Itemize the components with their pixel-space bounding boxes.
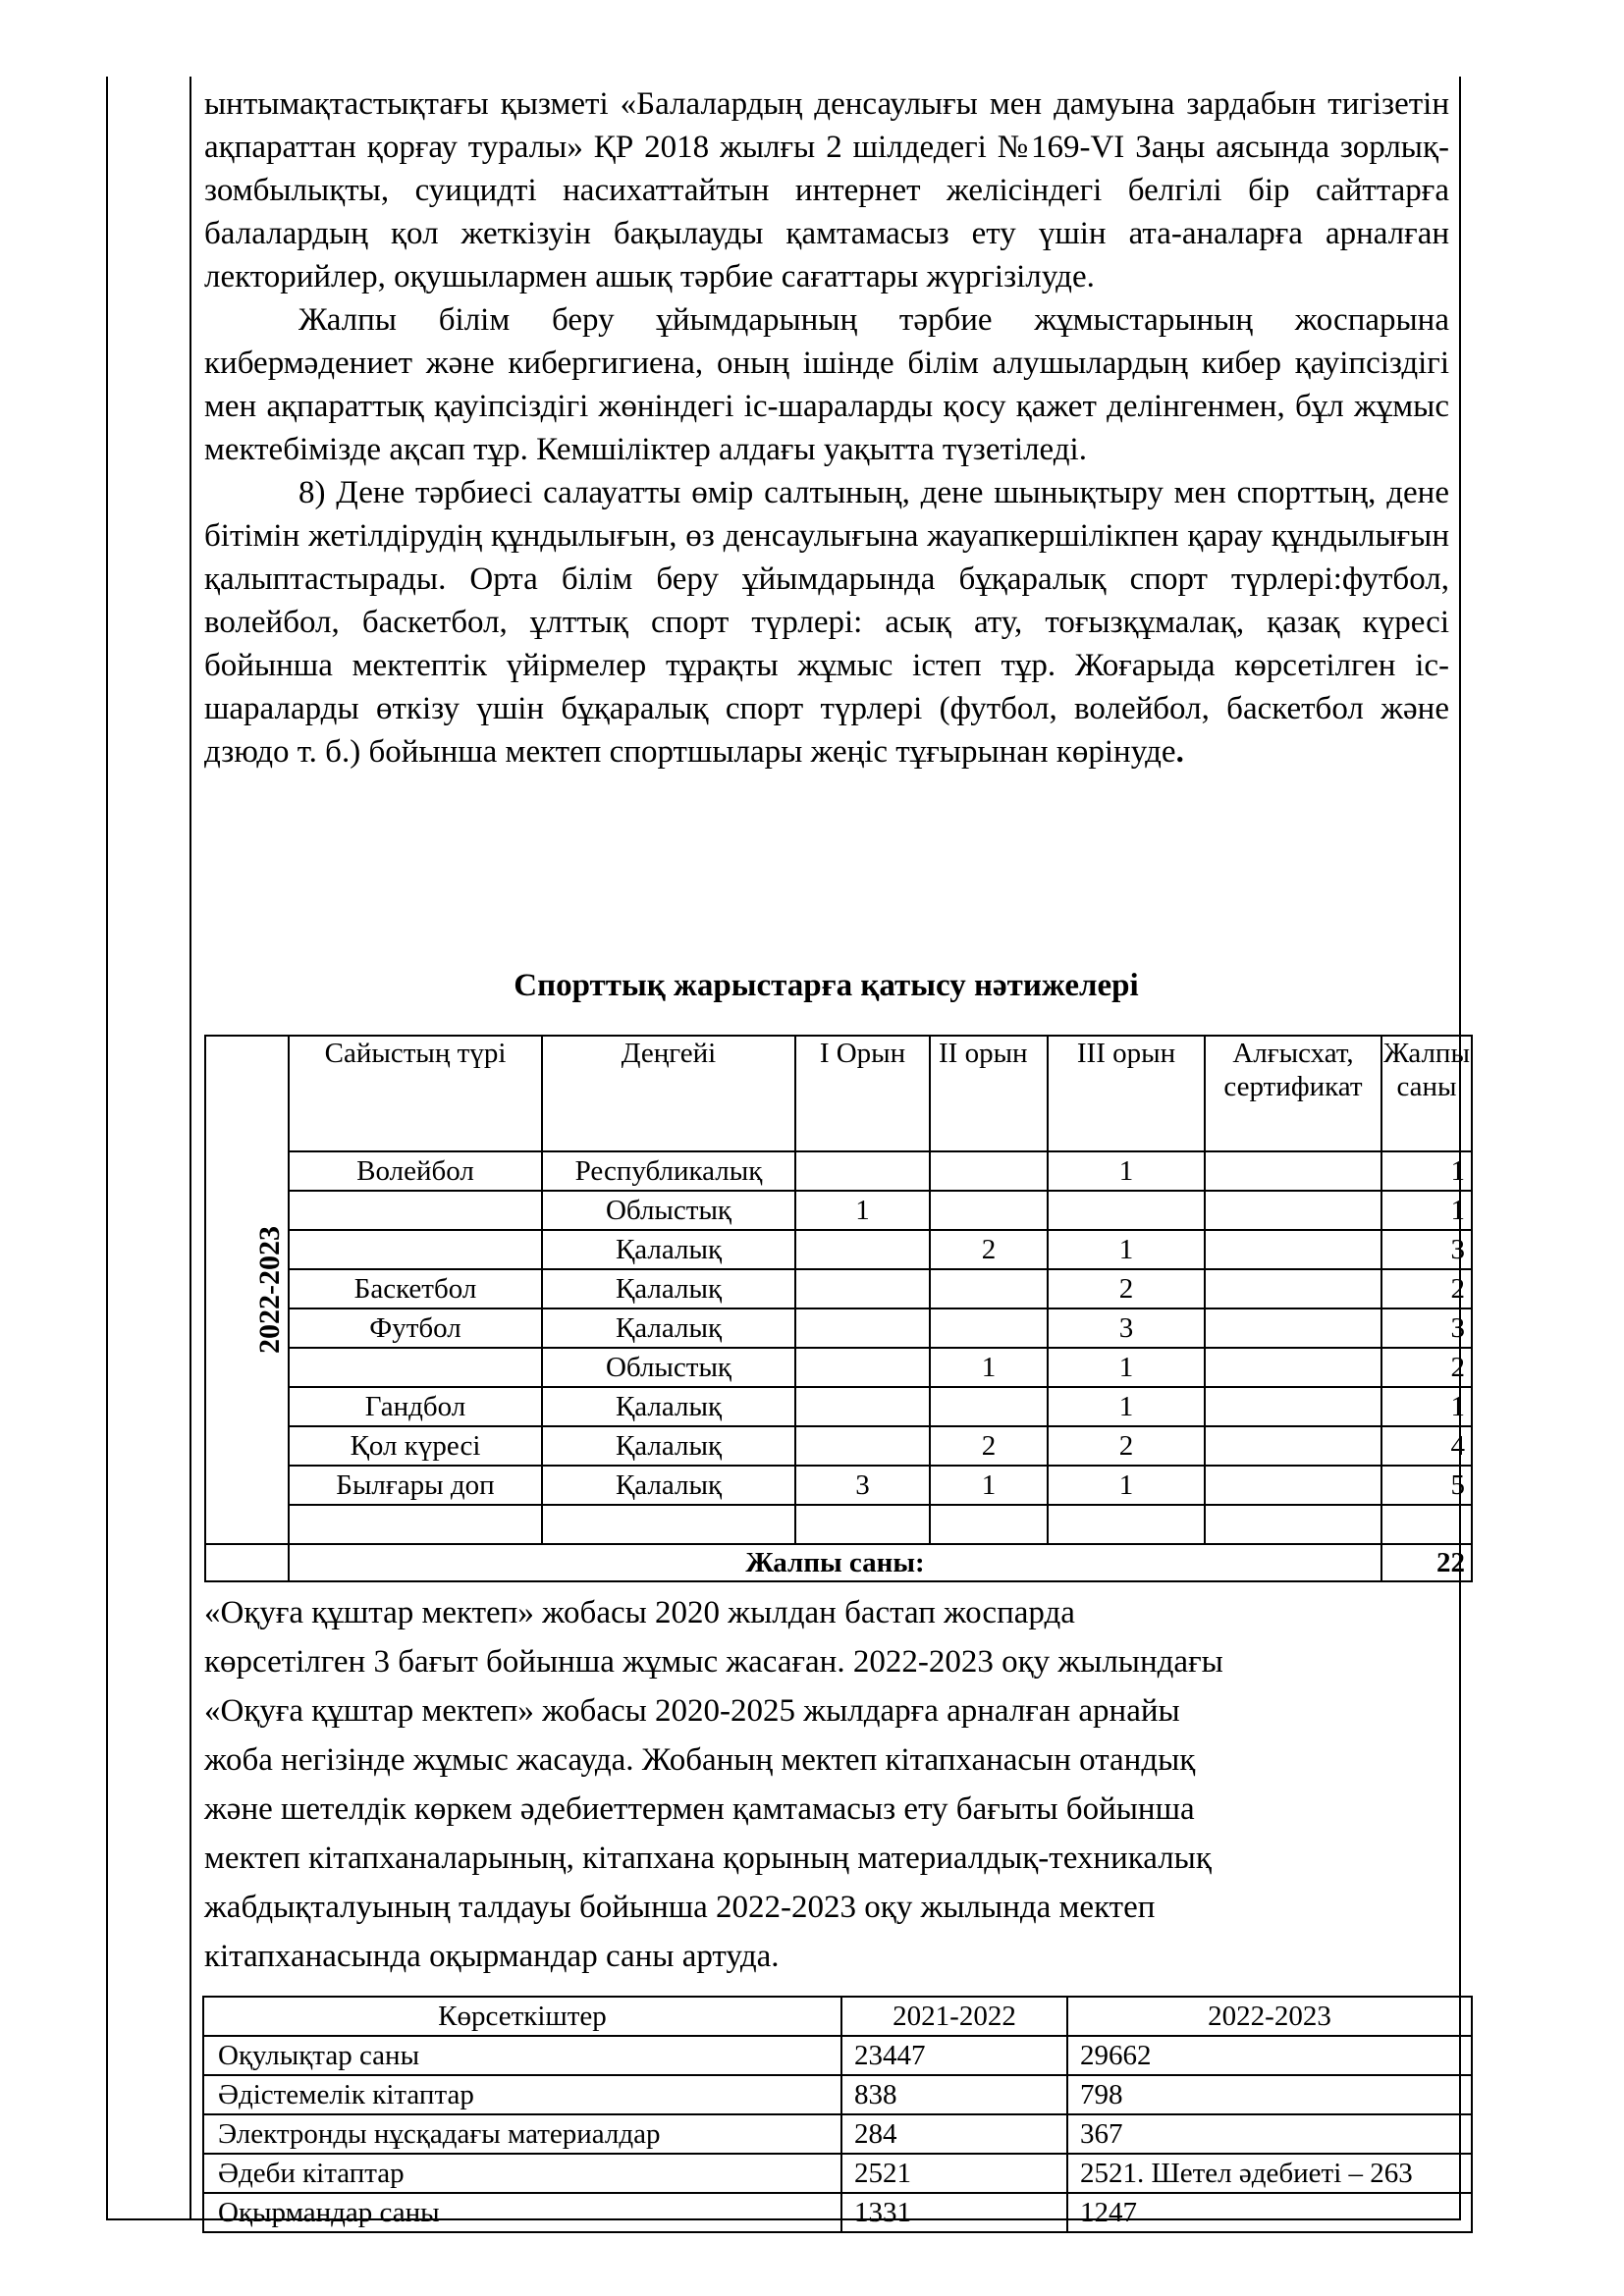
table-cell: 1 bbox=[930, 1466, 1048, 1505]
text-line: кітапханасында оқырмандар саны артуда. bbox=[204, 1939, 780, 1974]
table-cell bbox=[289, 1505, 542, 1544]
table-cell bbox=[289, 1191, 542, 1230]
table-cell: Қол күресі bbox=[289, 1426, 542, 1466]
table-cell bbox=[205, 1544, 289, 1581]
table-cell: 2 bbox=[1381, 1348, 1472, 1387]
table-cell: 284 bbox=[841, 2114, 1067, 2154]
table-cell bbox=[1205, 1426, 1381, 1466]
table-cell bbox=[1205, 1230, 1381, 1269]
margin-line bbox=[189, 77, 191, 2220]
table-cell: Қалалық bbox=[542, 1466, 795, 1505]
table-cell: 838 bbox=[841, 2075, 1067, 2114]
table-cell bbox=[930, 1308, 1048, 1348]
table-row bbox=[205, 1387, 1472, 1426]
paragraph-2: Жалпы білім беру ұйымдарының тәрбие жұмыстарының жоспарына кибермәдениет және кибергигиена, оның ішінде білім алушылардың кибер қауіпсіздігі мен ақпараттық қауіпсіздігі жөніндегі іс-шараларды қосу қажет делінгенмен, бұл жұмыс мектебімізде ақсап тұр. Кемшіліктер алдағы уақытта түзетіледі. bbox=[204, 302, 1449, 467]
table-cell bbox=[1205, 1348, 1381, 1387]
table-cell: 5 bbox=[1381, 1466, 1472, 1505]
table-cell: 1331 bbox=[841, 2193, 1067, 2232]
header-cell: 2022-2023 bbox=[1067, 1997, 1472, 2036]
table-total-row bbox=[205, 1544, 1472, 1581]
paragraph-1: ынтымақтастықтағы қызметі «Балалардың денсаулығы мен дамуына зардабын тигізетін ақпараттан қорғау туралы» ҚР 2018 жылғы 2 шілдедегі №169-VI Заңы аясында зорлық-зомбылықты, суицидті насихаттайтын интернет желісіндегі белгілі бір сайттарға балалардың қол жеткізуін бақылауды қамтамасыз ету үшін ата-аналарға арналған лекторийлер, оқушылармен ашық тәрбие сағаттары жүргізілуде. bbox=[204, 86, 1449, 294]
header-cell: Жалпы саны bbox=[1381, 1036, 1472, 1151]
table-cell: Облыстық bbox=[542, 1348, 795, 1387]
text-line: көрсетілген 3 бағыт бойынша жұмыс жасаған. 2022-2023 оқу жылындағы bbox=[204, 1644, 1223, 1680]
table-row bbox=[205, 1426, 1472, 1466]
header-cell: ІІ орын bbox=[930, 1036, 1048, 1151]
table-cell: 3 bbox=[1381, 1308, 1472, 1348]
text-line: жоба негізінде жұмыс жасауда. Жобаның мектеп кітапханасын отандық bbox=[204, 1742, 1196, 1778]
table-cell: 1 bbox=[1048, 1348, 1205, 1387]
table-cell bbox=[289, 1348, 542, 1387]
table-row bbox=[205, 1269, 1472, 1308]
table-cell: 1 bbox=[1048, 1151, 1205, 1191]
table-cell: Қалалық bbox=[542, 1387, 795, 1426]
table-cell: Әдістемелік кітаптар bbox=[203, 2075, 841, 2114]
table-cell bbox=[930, 1387, 1048, 1426]
table-cell: Қалалық bbox=[542, 1230, 795, 1269]
table-cell bbox=[1381, 1505, 1472, 1544]
table-cell bbox=[542, 1505, 795, 1544]
table-cell: 1 bbox=[930, 1348, 1048, 1387]
table-cell: Гандбол bbox=[289, 1387, 542, 1426]
table-cell bbox=[1205, 1269, 1381, 1308]
table-header-row bbox=[205, 1036, 1472, 1151]
table-cell: 367 bbox=[1067, 2114, 1472, 2154]
table-cell: Электронды нұсқадағы материалдар bbox=[203, 2114, 841, 2154]
table-row bbox=[205, 1348, 1472, 1387]
table-cell bbox=[1205, 1191, 1381, 1230]
table-cell: 2 bbox=[1048, 1426, 1205, 1466]
table-cell: 23447 bbox=[841, 2036, 1067, 2075]
table-cell: 798 bbox=[1067, 2075, 1472, 2114]
table-cell bbox=[1048, 1505, 1205, 1544]
table-cell bbox=[1205, 1466, 1381, 1505]
table-cell: 2 bbox=[1048, 1269, 1205, 1308]
table-cell: 1 bbox=[795, 1191, 930, 1230]
table-cell: 3 bbox=[1048, 1308, 1205, 1348]
table-cell: 2521 bbox=[841, 2154, 1067, 2193]
header-cell: ІІІ орын bbox=[1048, 1036, 1205, 1151]
header-cell: І Орын bbox=[795, 1036, 930, 1151]
table-cell: Волейбол bbox=[289, 1151, 542, 1191]
text-line: «Оқуға құштар мектеп» жобасы 2020 жылдан бастап жоспарда bbox=[204, 1595, 1075, 1630]
table-row bbox=[205, 1191, 1472, 1230]
table-cell bbox=[1205, 1151, 1381, 1191]
text-line: «Оқуға құштар мектеп» жобасы 2020-2025 жылдарға арналған арнайы bbox=[204, 1693, 1180, 1729]
table-cell: 4 bbox=[1381, 1426, 1472, 1466]
table-cell: 3 bbox=[795, 1466, 930, 1505]
table-row bbox=[205, 1466, 1472, 1505]
paragraph-4 bbox=[204, 1588, 1449, 1981]
table-row bbox=[203, 2114, 1472, 2154]
header-cell: 2021-2022 bbox=[841, 1997, 1067, 2036]
table-cell: Оқырмандар саны bbox=[203, 2193, 841, 2232]
table-cell: 2 bbox=[930, 1230, 1048, 1269]
table-cell bbox=[1048, 1191, 1205, 1230]
table-row bbox=[205, 1308, 1472, 1348]
table-cell bbox=[795, 1269, 930, 1308]
table-row bbox=[203, 2036, 1472, 2075]
table-row bbox=[203, 2193, 1472, 2232]
total-value: 22 bbox=[1381, 1544, 1472, 1581]
table-cell: 29662 bbox=[1067, 2036, 1472, 2075]
table-cell: 1 bbox=[1381, 1191, 1472, 1230]
table-title: Спорттық жарыстарға қатысу нәтижелері bbox=[514, 968, 1139, 1003]
table-cell: 2 bbox=[930, 1426, 1048, 1466]
table-row bbox=[203, 2154, 1472, 2193]
table-cell bbox=[795, 1426, 930, 1466]
table-cell: 1 bbox=[1048, 1387, 1205, 1426]
table-cell bbox=[795, 1505, 930, 1544]
table-cell bbox=[795, 1387, 930, 1426]
table-cell: Облыстық bbox=[542, 1191, 795, 1230]
sports-results-table bbox=[204, 1035, 1473, 1582]
table-cell: 3 bbox=[1381, 1230, 1472, 1269]
table-cell bbox=[1205, 1387, 1381, 1426]
header-cell: Деңгейі bbox=[542, 1036, 795, 1151]
table-row bbox=[203, 2075, 1472, 2114]
table-cell: 1 bbox=[1048, 1466, 1205, 1505]
header-cell: Көрсеткіштер bbox=[203, 1997, 841, 2036]
table-row bbox=[205, 1151, 1472, 1191]
table-cell bbox=[1205, 1308, 1381, 1348]
table-cell bbox=[930, 1269, 1048, 1308]
table-cell bbox=[795, 1230, 930, 1269]
table-cell: Қалалық bbox=[542, 1308, 795, 1348]
table-header-row bbox=[203, 1997, 1472, 2036]
table-cell: 2 bbox=[1381, 1269, 1472, 1308]
table-cell: 2521. Шетел әдебиеті – 263 bbox=[1067, 2154, 1472, 2193]
table-cell bbox=[795, 1151, 930, 1191]
table-cell bbox=[1205, 1505, 1381, 1544]
text-line: және шетелдік көркем әдебиеттермен қамтамасыз ету бағыты бойынша bbox=[204, 1791, 1195, 1827]
table-cell bbox=[795, 1308, 930, 1348]
table-cell: 1247 bbox=[1067, 2193, 1472, 2232]
table-cell: Қалалық bbox=[542, 1426, 795, 1466]
table-cell bbox=[289, 1230, 542, 1269]
table-cell: Былғары доп bbox=[289, 1466, 542, 1505]
text-line: жабдықталуының талдауы бойынша 2022-2023 оқу жылында мектеп bbox=[204, 1890, 1156, 1925]
table-row bbox=[205, 1230, 1472, 1269]
table-cell bbox=[930, 1151, 1048, 1191]
total-label: Жалпы саны: bbox=[289, 1544, 1381, 1581]
header-cell: Сайыстың түрі bbox=[289, 1036, 542, 1151]
table-cell: 1 bbox=[1381, 1151, 1472, 1191]
table-cell: Баскетбол bbox=[289, 1269, 542, 1308]
table-cell bbox=[930, 1505, 1048, 1544]
table-cell: 1 bbox=[1381, 1387, 1472, 1426]
table-cell: Республикалық bbox=[542, 1151, 795, 1191]
table-row-empty bbox=[205, 1505, 1472, 1544]
table-cell bbox=[930, 1191, 1048, 1230]
table-cell: Оқулықтар саны bbox=[203, 2036, 841, 2075]
paragraph-3: 8) Дене тәрбиесі салауатты өмір салтының, дене шынықтыру мен спорттың, дене бітімін жетілдірудің құндылығын, өз денсаулығына жауапкершілікпен қарау құндылығын қалыптастырады. Орта білім беру ұйымдарында бұқаралық спорт түрлері:футбол, волейбол, баскетбол, ұлттық спорт түрлері: асық ату, тоғызқұмалақ, қазақ күресі бойынша мектептік үйірмелер тұрақты жұмыс істеп тұр. Жоғарыда көрсетілген іс-шараларды өткізу үшін бұқаралық спорт түрлері (футбол, волейбол, баскетбол және дзюдо т. б.) бойынша мектеп спортшылары жеңіс тұғырынан көрінуде. bbox=[204, 475, 1449, 770]
year-cell: 2022-2023 bbox=[205, 1036, 289, 1544]
table-cell bbox=[795, 1348, 930, 1387]
table-cell: Қалалық bbox=[542, 1269, 795, 1308]
text-line: мектеп кітапханаларының, кітапхана қорының материалдық-техникалық bbox=[204, 1841, 1212, 1876]
table-cell: 1 bbox=[1048, 1230, 1205, 1269]
table-cell: Футбол bbox=[289, 1308, 542, 1348]
header-cell: Алғысхат, сертификат bbox=[1205, 1036, 1381, 1151]
library-table bbox=[202, 1996, 1473, 2233]
table-cell: Әдеби кітаптар bbox=[203, 2154, 841, 2193]
body-text bbox=[204, 82, 1449, 774]
